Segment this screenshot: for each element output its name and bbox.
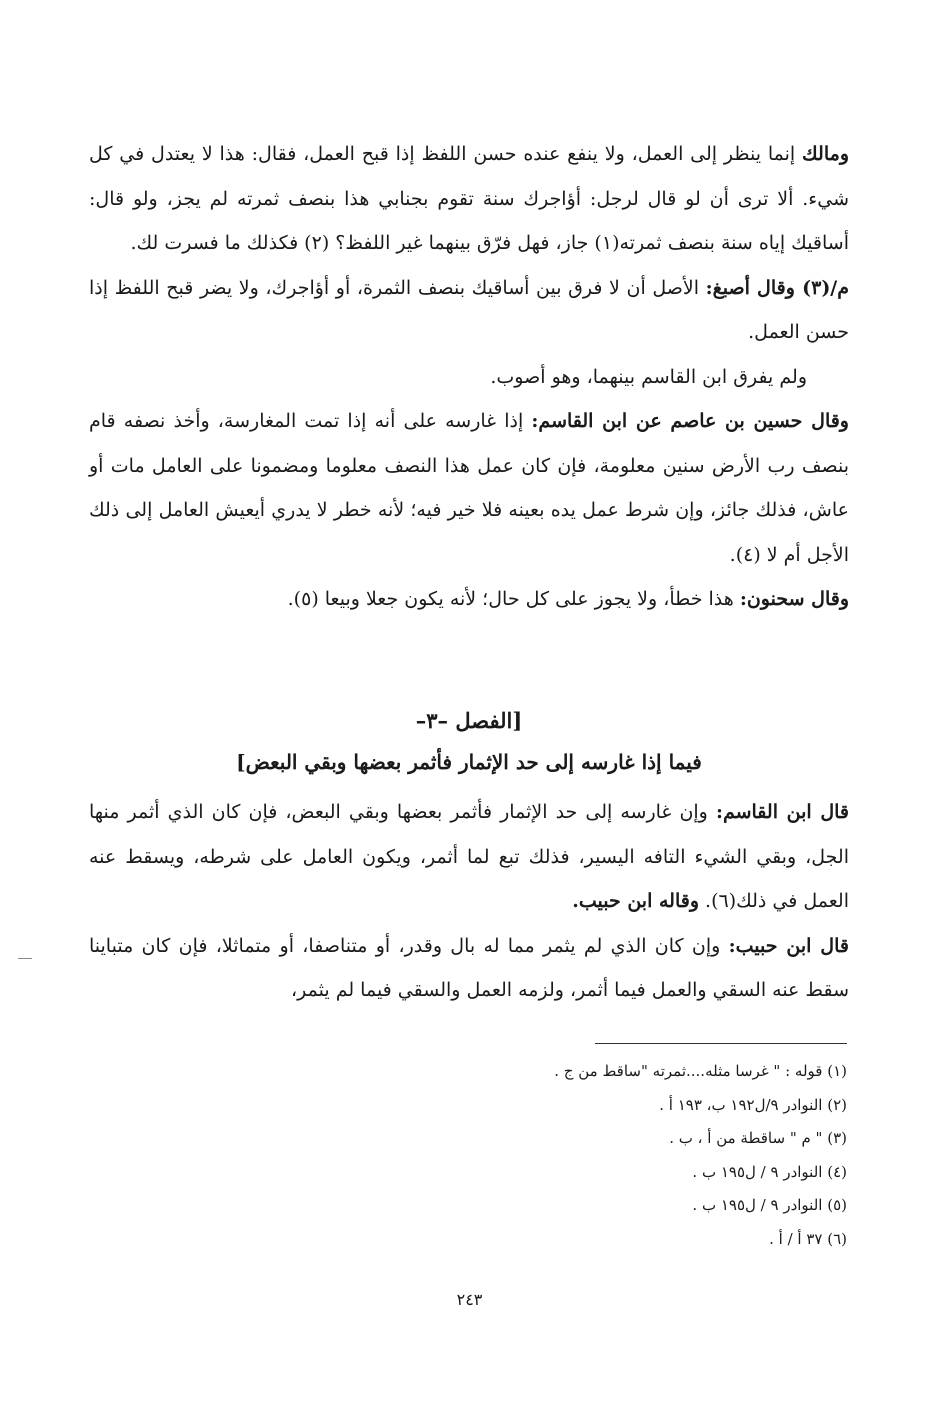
footnote-divider <box>595 1043 847 1044</box>
paragraph-text: الأصل أن لا فرق بين أساقيك بنصف الثمرة، أو أؤاجرك، ولا يضر قبح اللفظ إذا حسن العمل. <box>89 276 849 343</box>
paragraph-text: إنما ينظر إلى العمل، ولا ينفع عنده حسن اللفظ إذا قبح العمل، فقال: هذا لا يعتدل في كل شيء. ألا ترى أن لو قال لرجل: أؤاجرك سنة تقوم بجنابي هذا بنصف ثمرته لم يجز، ولو قال: أساقيك إياه سنة بنصف ثمرته(١) جاز، فهل فرّق بينهما غير اللفظ؟ (٢) فكذلك ما فسرت لك. <box>89 143 849 254</box>
footnote-item: (٦) ٣٧ أ / أ . <box>769 1229 847 1248</box>
paragraph-text: ولم يفرق ابن القاسم بينهما، وهو أصوب. <box>490 365 807 388</box>
paragraph-asbagh <box>89 266 849 355</box>
paragraph-ibn-qasim <box>89 790 849 924</box>
scan-mark <box>18 958 32 959</box>
footnote-item: (٥) النوادر ٩ / ل١٩٥ ب . <box>692 1196 847 1214</box>
main-text-block <box>89 132 849 622</box>
chapter-heading <box>89 700 849 782</box>
paragraph-text: إذا غارسه على أنه إذا تمت المغارسة، وأخذ نصفه قام بنصف رب الأرض سنين معلومة، فإن كان عمل هذا النصف معلوما ومضمونا على العامل مات أو عاش، فذلك جائز، وإن شرط عمل يده بعينه فلا خير فيه؛ لأنه خطر لا يدري أيعيش العامل إلى ذلك الأجل أم لا (٤). <box>89 410 849 566</box>
paragraph-text: وإن غارسه إلى حد الإثمار فأثمر بعضها وبقي البعض، فإن كان الذي أثمر منها الجل، وبقي الشيء التافه اليسير، فذلك تبع لما أثمر، ويكون العامل على شرطه، ويسقط عنه العمل في ذلك(٦). <box>89 801 849 912</box>
paragraph-trail: وقاله ابن حبيب. <box>572 890 699 912</box>
paragraph-lead: وقال سحنون: <box>739 588 849 610</box>
footnotes <box>127 1055 847 1256</box>
paragraph-lead: وقال حسين بن عاصم عن ابن القاسم: <box>531 410 849 432</box>
footnote-item: (٢) النوادر ٩/ل١٩٢ ب، ١٩٣ أ . <box>659 1095 847 1114</box>
paragraph-lead: ومالك <box>802 143 849 165</box>
paragraph-lead: قال ابن حبيب: <box>728 934 849 957</box>
paragraph-ibn-habib <box>89 924 849 1013</box>
chapter-title: [الفصل –٣– <box>415 708 523 733</box>
page-number: ٢٤٣ <box>456 1290 483 1309</box>
paragraph-text: وإن كان الذي لم يثمر مما له بال وقدر، أو متناصفا، أو متماثلا، فإن كان متباينا سقط عنه السقي والعمل فيما أثمر، ولزمه العمل والسقي فيما لم يثمر، <box>89 934 849 1001</box>
paragraph-ibn-qasim-note <box>89 355 849 400</box>
chapter-subtitle: فيما إذا غارسه إلى حد الإثمار فأثمر بعضها وبقي البعض] <box>236 750 702 774</box>
footnote-item: (٣) " م " ساقطة من أ ، ب . <box>669 1129 847 1147</box>
paragraph-text: هذا خطأ، ولا يجوز على كل حال؛ لأنه يكون جعلا وبيعا (٥). <box>287 588 740 610</box>
chapter-text-block <box>89 790 849 1013</box>
paragraph-lead: قال ابن القاسم: <box>715 801 850 823</box>
paragraph-sahnun <box>89 577 849 622</box>
paragraph-husayn <box>89 399 849 577</box>
footnote-item: (١) قوله : " غرسا مثله....ثمرته "ساقط من ج . <box>554 1062 847 1080</box>
footnote-item: (٤) النوادر ٩ / ل١٩٥ ب . <box>692 1162 847 1181</box>
paragraph-lead: م/(٣) وقال أصبغ: <box>705 276 850 299</box>
paragraph-malik <box>89 132 849 266</box>
